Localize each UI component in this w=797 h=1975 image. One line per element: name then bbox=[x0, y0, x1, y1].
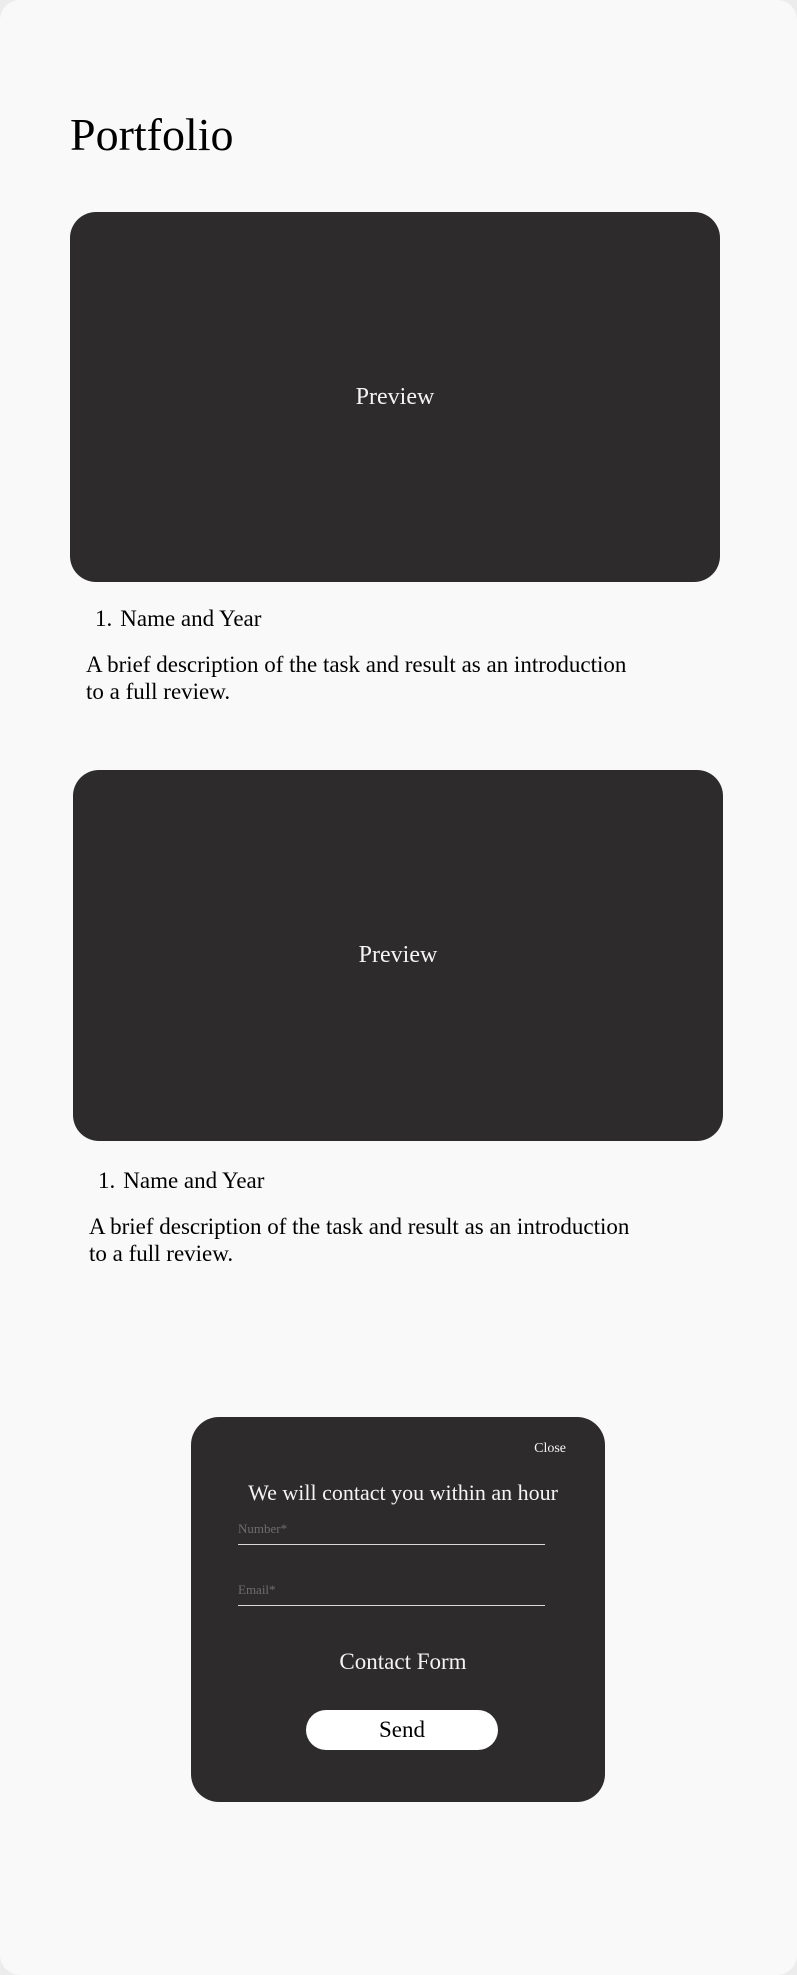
project-preview-card[interactable] bbox=[70, 212, 720, 582]
email-field[interactable] bbox=[238, 1575, 545, 1606]
project-number: 1. bbox=[95, 606, 113, 631]
project-description: A brief description of the task and result as an introduction to a full review. bbox=[89, 1214, 630, 1266]
contact-form-label: Contact Form bbox=[339, 1649, 467, 1674]
project-name: Name and Year bbox=[120, 606, 262, 631]
preview-label: Preview bbox=[358, 942, 438, 968]
preview-label: Preview bbox=[355, 383, 435, 410]
project-title bbox=[98, 1167, 264, 1195]
project-description: A brief description of the task and result as an introduction to a full review. bbox=[86, 652, 627, 704]
close-button[interactable]: Close bbox=[534, 1441, 566, 1456]
project-number: 1. bbox=[98, 1168, 116, 1193]
number-field[interactable] bbox=[238, 1514, 545, 1545]
project-title bbox=[95, 605, 261, 633]
project-preview-card[interactable] bbox=[73, 770, 723, 1141]
send-button[interactable]: Send bbox=[306, 1710, 498, 1750]
modal-heading: We will contact you within an hour bbox=[248, 1480, 558, 1505]
project-name: Name and Year bbox=[123, 1168, 265, 1193]
page-title: Portfolio bbox=[70, 109, 234, 160]
